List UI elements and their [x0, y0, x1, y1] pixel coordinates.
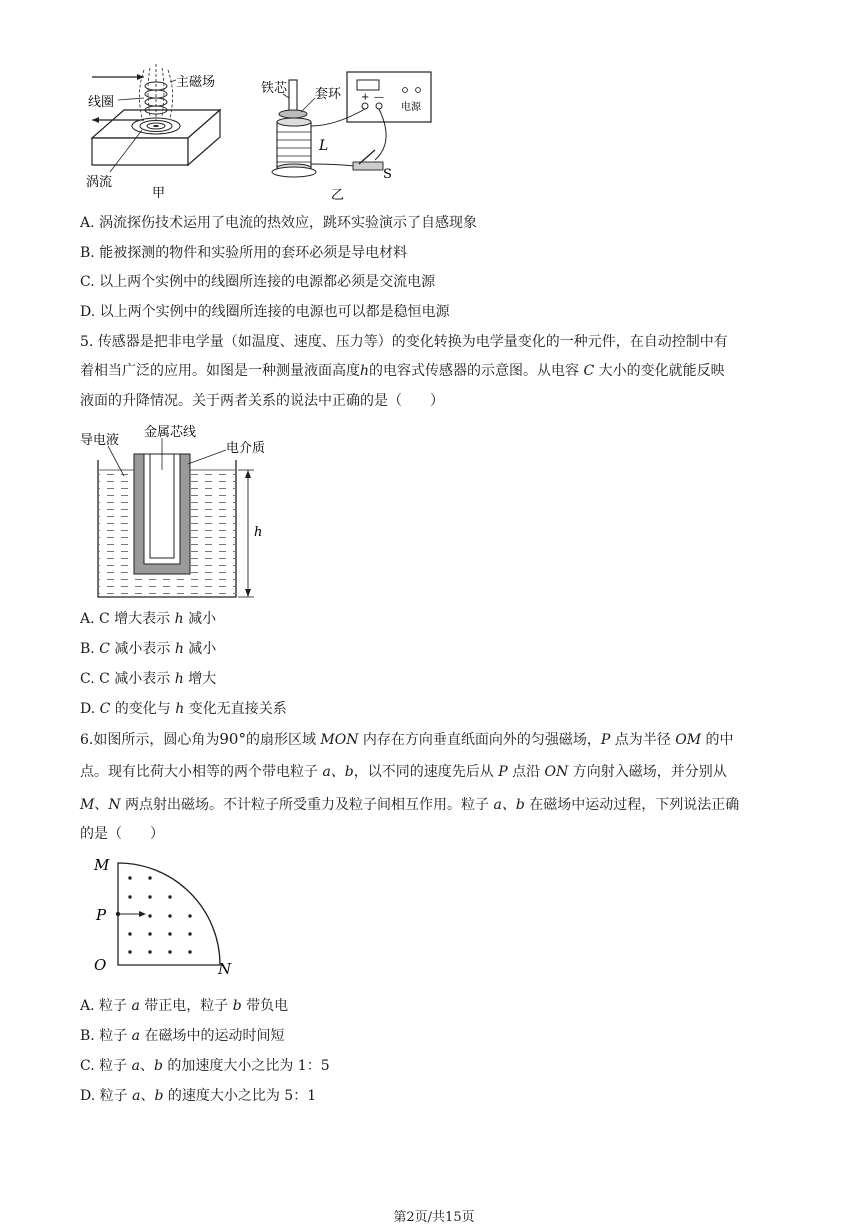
label-M: M: [94, 856, 110, 874]
q5-stem-line-3: 液面的升降情况。关于两者关系的说法中正确的是（ ）: [80, 393, 444, 409]
caption-yi: 乙: [331, 188, 345, 202]
q5-option-c: C. C 减小表示 h 增大: [80, 671, 217, 687]
q6-stem-line-3: M、N 两点射出磁场。不计粒子所受重力及粒子间相互作用。粒子 a、b 在磁场中运动过程，下列说法正确: [80, 797, 740, 813]
figure-jumping-ring: [255, 62, 445, 202]
label-conductive-liquid: 导电液: [80, 433, 120, 448]
label-inductor: L: [319, 138, 329, 154]
q6-option-d: D. 粒子 a、b 的速度大小之比为 5：1: [80, 1088, 317, 1104]
label-switch: S: [383, 167, 392, 182]
label-plus: +: [361, 92, 370, 103]
figure-eddy-current: [80, 60, 250, 200]
q4-option-b: B. 能被探测的物件和实验所用的套环必须是导电材料: [80, 245, 408, 261]
figure-capacitive-sensor: [78, 422, 278, 604]
q6-option-c: C. 粒子 a、b 的加速度大小之比为 1：5: [80, 1058, 330, 1074]
label-eddy: 涡流: [86, 175, 113, 190]
label-coil: 线圈: [88, 95, 115, 110]
q5-option-a: A. C 增大表示 h 减小: [80, 611, 217, 627]
label-power: 电源: [401, 102, 421, 113]
q5-number: 5.: [80, 334, 94, 350]
q5-option-d: D. C 的变化与 h 变化无直接关系: [80, 701, 287, 717]
label-P: P: [96, 906, 107, 924]
q5-stem-line-2: 着相当广泛的应用。如图是一种测量液面高度h的电容式传感器的示意图。从电容 C 大小的变化就能反映: [80, 363, 725, 379]
label-height: h: [254, 525, 263, 540]
label-O: O: [94, 956, 107, 974]
label-metal-core: 金属芯线: [144, 425, 197, 440]
label-ring: 套环: [315, 87, 342, 102]
q6-number: 6.: [80, 732, 94, 748]
q6-option-b: B. 粒子 a 在磁场中的运动时间短: [80, 1028, 285, 1044]
figure-sector-field: [88, 850, 238, 978]
label-dielectric: 电介质: [226, 441, 266, 456]
label-main-field: 主磁场: [176, 75, 216, 90]
label-N: N: [218, 960, 232, 978]
q5-option-b: B. C 减小表示 h 减小: [80, 641, 217, 657]
page-number: 第2页/共15页: [393, 1210, 475, 1225]
q5-stem-line-1: 5. 传感器是把非电学量（如温度、速度、压力等）的变化转换为电学量变化的一种元件，在自动控制中有: [80, 334, 728, 350]
q6-stem-line-4: 的是（ ）: [80, 826, 164, 842]
q6-option-a: A. 粒子 a 带正电，粒子 b 带负电: [80, 998, 289, 1014]
q4-option-a: A. 涡流探伤技术运用了电流的热效应，跳环实验演示了自感现象: [80, 215, 478, 231]
q6-stem-line-1: 6.如图所示，圆心角为90°的扇形区域 MON 内存在方向垂直纸面向外的匀强磁场，P 点为半径 OM 的中: [80, 730, 734, 748]
caption-jia: 甲: [152, 186, 166, 200]
q6-stem-line-2: 点。现有比荷大小相等的两个带电粒子 a、b，以不同的速度先后从 P 点沿 ON 方向射入磁场，并分别从: [80, 764, 727, 780]
q4-option-d: D. 以上两个实例中的线圈所连接的电源也可以都是稳恒电源: [80, 304, 450, 320]
q4-option-c: C. 以上两个实例中的线圈所连接的电源都必须是交流电源: [80, 274, 436, 290]
label-minus: —: [374, 92, 384, 103]
label-iron-core: 铁芯: [261, 81, 288, 96]
